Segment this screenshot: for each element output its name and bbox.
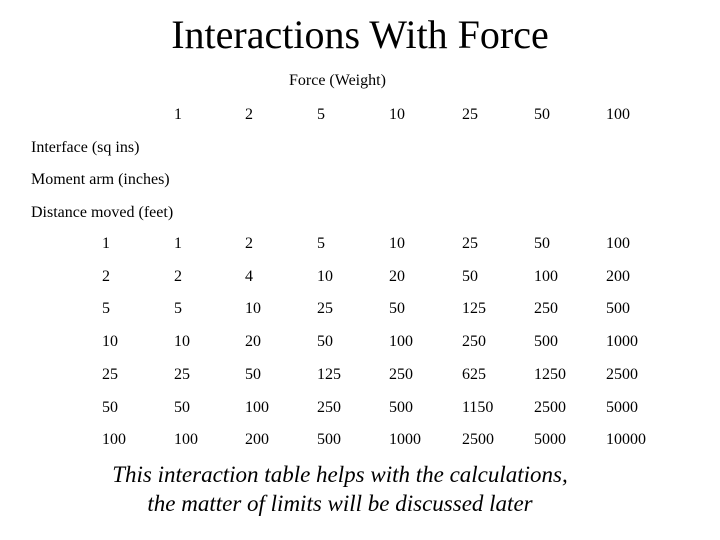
row-label: 1 xyxy=(102,235,110,252)
table-cell: 100 xyxy=(606,235,630,252)
table-cell: 2500 xyxy=(462,431,494,448)
column-header-2: 2 xyxy=(245,106,253,123)
table-cell: 250 xyxy=(317,399,341,416)
table-cell: 20 xyxy=(389,268,405,285)
row-label: 25 xyxy=(102,366,118,383)
row-label: 100 xyxy=(102,431,126,448)
table-cell: 1 xyxy=(174,235,182,252)
row-label: 2 xyxy=(102,268,110,285)
column-header-7: 100 xyxy=(606,106,630,123)
table-cell: 10 xyxy=(389,235,405,252)
row-label: 5 xyxy=(102,300,110,317)
table-cell: 2 xyxy=(245,235,253,252)
table-cell: 125 xyxy=(462,300,486,317)
table-cell: 100 xyxy=(389,333,413,350)
row-group-label-distance: Distance moved (feet) xyxy=(31,204,174,221)
table-cell: 5000 xyxy=(606,399,638,416)
table-cell: 10 xyxy=(174,333,190,350)
table-cell: 500 xyxy=(317,431,341,448)
table-cell: 250 xyxy=(534,300,558,317)
table-cell: 25 xyxy=(317,300,333,317)
table-cell: 10000 xyxy=(606,431,646,448)
table-cell: 500 xyxy=(606,300,630,317)
row-group-label-interface: Interface (sq ins) xyxy=(31,139,140,156)
table-cell: 1000 xyxy=(389,431,421,448)
page-title: Interactions With Force xyxy=(171,12,549,57)
footnote-line-1: This interaction table helps with the calculations, xyxy=(112,462,568,487)
table-cell: 500 xyxy=(389,399,413,416)
table-cell: 2 xyxy=(174,268,182,285)
column-header-1: 1 xyxy=(174,106,182,123)
table-cell: 100 xyxy=(534,268,558,285)
table-cell: 125 xyxy=(317,366,341,383)
table-cell: 500 xyxy=(534,333,558,350)
table-cell: 50 xyxy=(317,333,333,350)
table-cell: 50 xyxy=(389,300,405,317)
table-cell: 20 xyxy=(245,333,261,350)
table-cell: 10 xyxy=(317,268,333,285)
table-cell: 625 xyxy=(462,366,486,383)
table-cell: 100 xyxy=(174,431,198,448)
row-group-label-moment-arm: Moment arm (inches) xyxy=(31,171,170,188)
table-cell: 250 xyxy=(389,366,413,383)
footnote xyxy=(0,460,680,518)
table-cell: 100 xyxy=(245,399,269,416)
column-header-6: 50 xyxy=(534,106,550,123)
table-cell: 4 xyxy=(245,268,253,285)
row-label: 10 xyxy=(102,333,118,350)
table-cell: 1150 xyxy=(462,399,494,416)
table-cell: 5 xyxy=(317,235,325,252)
table-cell: 200 xyxy=(606,268,630,285)
column-header-3: 5 xyxy=(317,106,325,123)
table-cell: 50 xyxy=(534,235,550,252)
table-cell: 2500 xyxy=(606,366,638,383)
table-cell: 25 xyxy=(174,366,190,383)
row-label: 50 xyxy=(102,399,118,416)
table-cell: 10 xyxy=(245,300,261,317)
column-header-4: 10 xyxy=(389,106,405,123)
force-weight-header: Force (Weight) xyxy=(289,72,386,89)
column-header-5: 25 xyxy=(462,106,478,123)
table-cell: 1250 xyxy=(534,366,566,383)
table-cell: 25 xyxy=(462,235,478,252)
table-cell: 5 xyxy=(174,300,182,317)
table-cell: 50 xyxy=(174,399,190,416)
footnote-line-2: the matter of limits will be discussed later xyxy=(147,491,533,516)
table-cell: 2500 xyxy=(534,399,566,416)
table-cell: 5000 xyxy=(534,431,566,448)
table-cell: 200 xyxy=(245,431,269,448)
table-cell: 50 xyxy=(462,268,478,285)
table-cell: 1000 xyxy=(606,333,638,350)
table-cell: 250 xyxy=(462,333,486,350)
table-cell: 50 xyxy=(245,366,261,383)
